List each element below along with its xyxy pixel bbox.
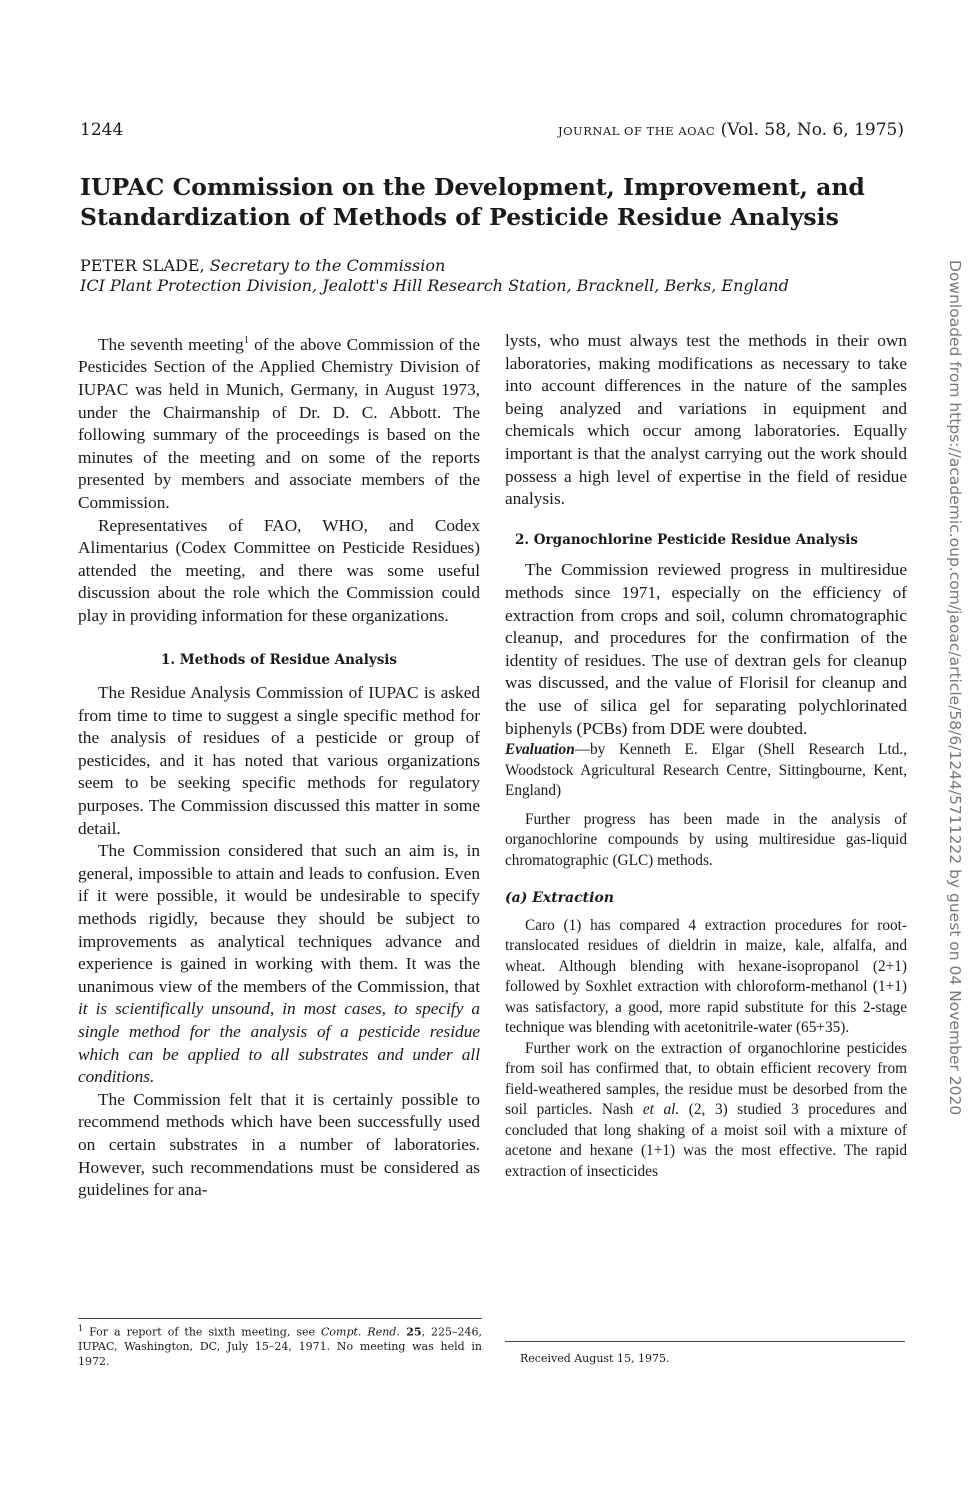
footnote-ref: 1 (243, 335, 249, 346)
paragraph-text: The seventh meeting (98, 334, 244, 354)
footnote-text: For a report of the sixth meeting, see (83, 1325, 321, 1339)
emphasized-text: it is scientifically unsound, in most cases, to specify a single method for the analysis of a pesticide residue which can be applied to all substrates and under all conditions. (78, 999, 480, 1087)
title-line-2: Standardization of Methods of Pesticide Residue Analysis (80, 203, 839, 231)
evaluation-label: Evaluation (505, 741, 575, 759)
paragraph: Caro (1) has compared 4 extraction procedures for root-translocated residues of dieldrin in maize, kale, alfalfa, and wheat. Although blending with hexane-isopropanol (2+1) followed by Soxhlet extraction with chloroform-methanol (1+1) was satisfactory, a good, more rapid substitute for this 2-stage technique was blending with acetonitrile-water (65+35). (505, 916, 907, 1037)
footnote-rule (78, 1318, 482, 1319)
paragraph: Representatives of FAO, WHO, and Codex Alimentarius (Codex Committee on Pesticide Residues) attended the meeting, and there was some useful discussion about the role which the Commission could play in providing information for these organizations. (78, 515, 480, 625)
section-heading: 1. Methods of Residue Analysis (160, 652, 398, 669)
footnote-mark: 1 (78, 1324, 84, 1333)
evaluation-credit (505, 740, 907, 802)
article-title (80, 172, 900, 232)
download-notice-strip (942, 260, 964, 1160)
paragraph (505, 1039, 907, 1183)
title-line-1: IUPAC Commission on the Development, Improvement, and (80, 173, 865, 201)
paragraph-text: Further work on the extraction of organochlorine pesticides from soil has confirmed that, to obtain efficient recovery from field-weathered samples, the residue must be desorbed from the soil particles. Nash (505, 1039, 907, 1119)
footnote-volume: 25 (399, 1325, 422, 1339)
footnote (78, 1322, 482, 1369)
author-role: Secretary to the Commission (209, 256, 446, 275)
received-rule (505, 1341, 905, 1342)
running-head (558, 120, 904, 140)
footnote-text: , 225–246, IUPAC, Washington, DC, July 15–24, 1971. No meeting was held in 1972. (78, 1325, 483, 1368)
received-date: Received August 15, 1975. (520, 1352, 670, 1365)
affiliation: ICI Plant Protection Division, Jealott's Hill Research Station, Bracknell, Berks, England (80, 276, 789, 295)
author-line (80, 254, 445, 278)
paragraph-text: (2, 3) studied 3 procedures and concluded that long shaking of a moist soil with a mixture of acetone and hexane (1+1) was the most effective. The rapid extraction of insecticides (505, 1101, 907, 1180)
author-name: PETER SLADE, (80, 256, 205, 275)
emphasized-text: et al. (642, 1101, 680, 1119)
subsection-heading: (a) Extraction (505, 890, 614, 907)
journal-name: JOURNAL OF THE AOAC (557, 124, 716, 138)
paragraph: The Commission reviewed progress in multiresidue methods since 1971, especially on the efficiency of extraction from crops and soil, column chromatographic cleanup, and procedures for the confirmation of the identity of residues. The use of dextran gels for cleanup was discussed, and the value of Florisil for cleanup and the use of silica gel for separating polychlorinated biphenyls (PCBs) from DDE were doubted. (505, 560, 907, 738)
left-column (78, 330, 480, 1202)
footnote-journal: Compt. Rend. (321, 1325, 400, 1339)
paragraph-text: of the above Commission of the Pesticides Section of the Applied Chemistry Division of IUPAC was held in Munich, Germany, in August 1973, under the Chairmanship of Dr. D. C. Abbott. The following summary of the proceedings is based on the minutes of the meeting and on some of the reports presented by members and associate members of the Commission. (78, 334, 480, 512)
paragraph: The Residue Analysis Commission of IUPAC is asked from time to time to suggest a single specific method for the analysis of residues of a pesticide or group of pesticides, and it has noted that various organizations seem to be seeking specific methods for regulatory purposes. The Commission discussed this matter in some detail. (78, 683, 480, 838)
paragraph-text: The Commission considered that such an aim is, in general, impossible to attain and leads to confusion. Even if it were possible, it would be undesirable to specify methods rigidly, because they should be subject to improvements as analytical techniques advance and experience is gained in working with them. It was the unanimous view of the members of the Commission, that (78, 841, 480, 996)
page-number: 1244 (80, 120, 124, 140)
download-notice: Downloaded from https://academic.oup.com/jaoac/article/58/6/1244/5711222 by guest on 04 November 2020 (946, 260, 964, 1116)
paragraph (78, 330, 480, 515)
evaluation-text: —by Kenneth E. Elgar (Shell Research Ltd., Woodstock Agricultural Research Centre, Sittingbourne, Kent, England) (505, 741, 907, 800)
paragraph: The Commission felt that it is certainly possible to recommend methods which have been successfully used on certain substrates in a number of laboratories. However, such recommendations must be considered as guidelines for ana- (78, 1089, 480, 1200)
journal-volume: (Vol. 58, No. 6, 1975) (720, 120, 904, 140)
paragraph (78, 840, 480, 1089)
section-heading: 2. Organochlorine Pesticide Residue Analysis (515, 531, 859, 548)
right-column (505, 330, 907, 1182)
paragraph: lysts, who must always test the methods in their own laboratories, making modifications as necessary to take into account differences in the nature of the samples being analyzed and variations in equipment and chemicals which occur among laboratories. Equally important is that the analyst carrying out the work should possess a high level of expertise in the field of residue analysis. (505, 331, 907, 509)
paragraph: Further progress has been made in the analysis of organochlorine compounds by using multiresidue gas-liquid chromatographic (GLC) methods. (505, 810, 907, 869)
